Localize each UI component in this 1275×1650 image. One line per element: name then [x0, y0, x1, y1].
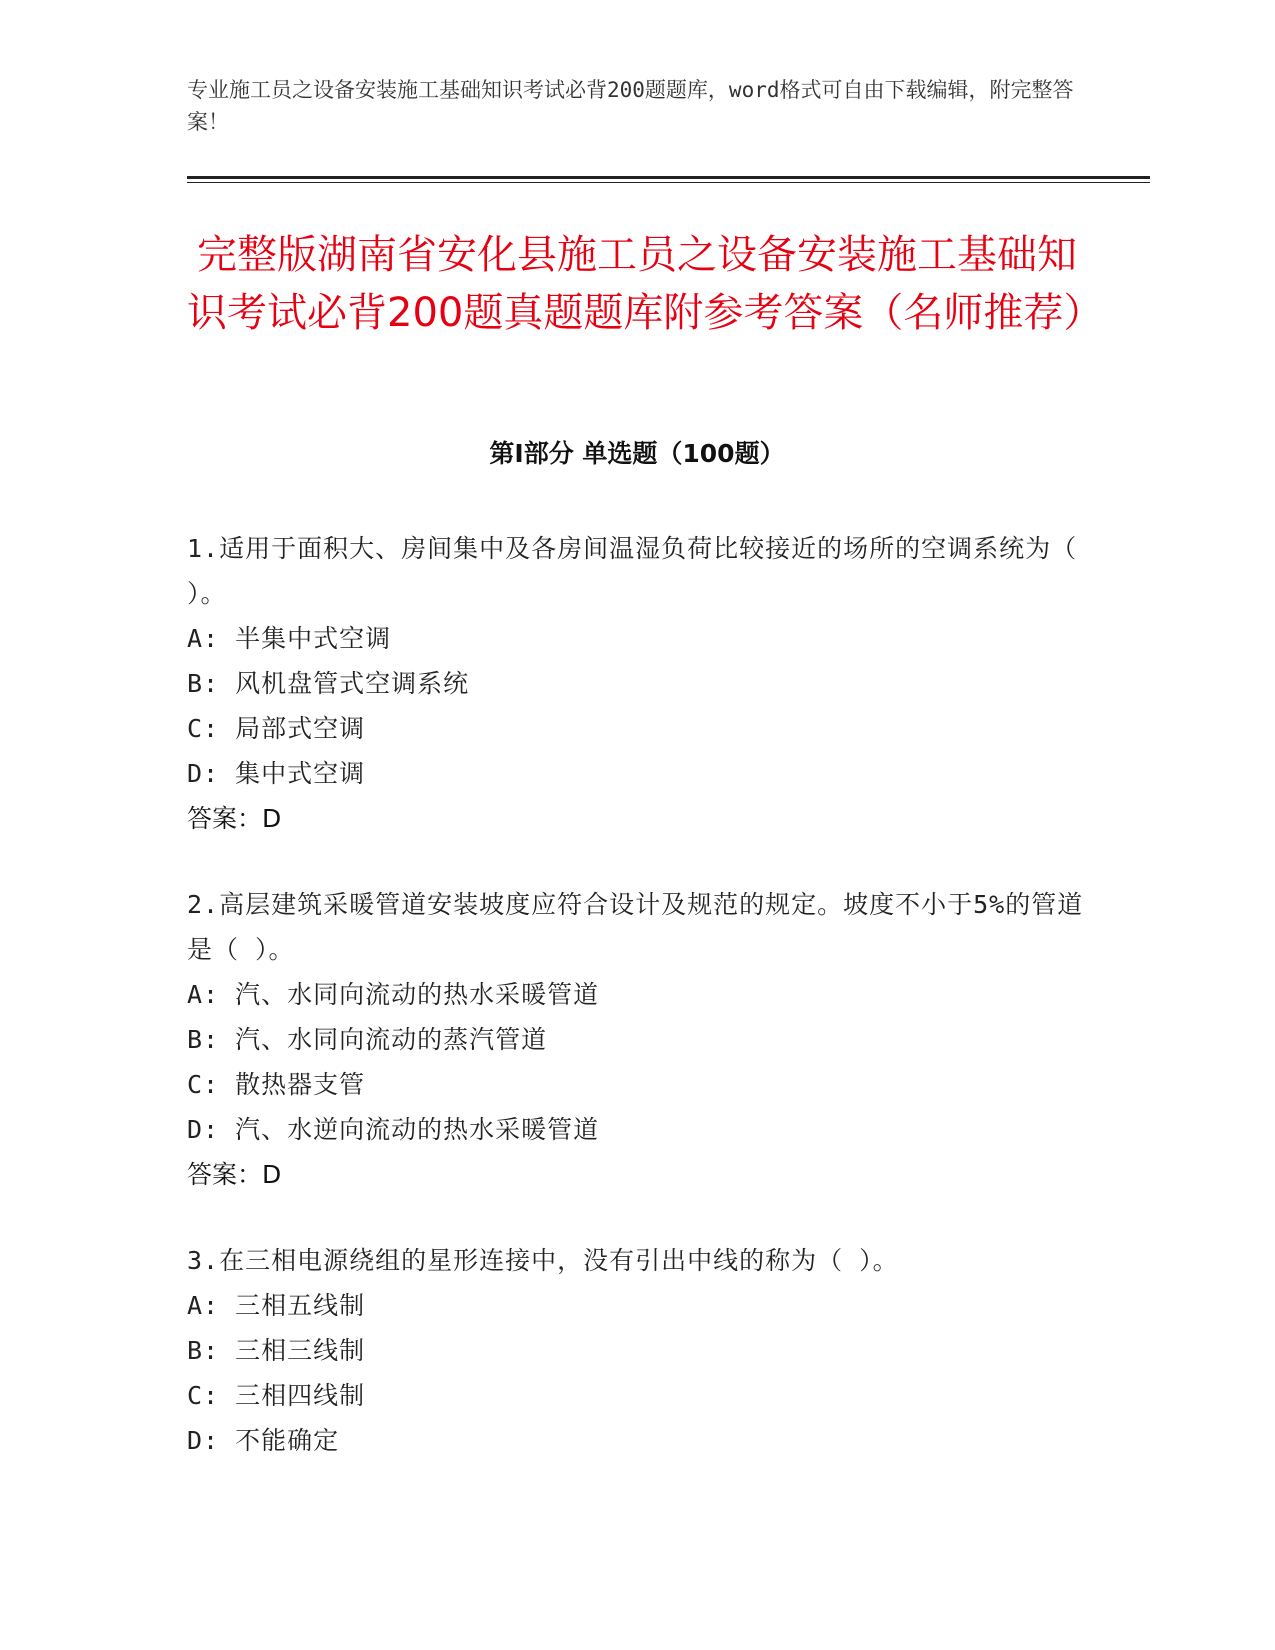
header-divider-thin — [187, 182, 1150, 183]
option-b: B: 风机盘管式空调系统 — [187, 669, 470, 698]
question-stem: 1.适用于面积大、房间集中及各房间温湿负荷比较接近的场所的空调系统为（ ）。 — [187, 534, 1078, 608]
header-note: 专业施工员之设备安装施工基础知识考试必背200题题库，word格式可自由下载编辑，附完整答案！ — [187, 78, 1074, 134]
option-b: B: 三相三线制 — [187, 1336, 366, 1365]
answer-text: 答案：D — [187, 1160, 282, 1189]
option-d: D: 汽、水逆向流动的热水采暖管道 — [187, 1115, 600, 1144]
document-title: 完整版湖南省安化县施工员之设备安装施工基础知识考试必背200题真题题库附参考答案（名师推荐） — [187, 232, 1104, 336]
option-a: A: 三相五线制 — [187, 1291, 366, 1320]
header-divider-thick — [187, 176, 1150, 179]
question-item-3 — [187, 1238, 1087, 1463]
answer-text: 答案：D — [187, 804, 282, 833]
option-c: C: 散热器支管 — [187, 1070, 366, 1099]
option-a: A: 半集中式空调 — [187, 624, 392, 653]
section-title: 第I部分 单选题（100题） — [489, 439, 785, 468]
question-stem: 3.在三相电源绕组的星形连接中，没有引出中线的称为（ ）。 — [187, 1246, 899, 1275]
option-a: A: 汽、水同向流动的热水采暖管道 — [187, 980, 600, 1009]
option-b: B: 汽、水同向流动的蒸汽管道 — [187, 1025, 548, 1054]
option-d: D: 集中式空调 — [187, 759, 366, 788]
question-list — [187, 526, 1087, 1504]
option-c: C: 三相四线制 — [187, 1381, 366, 1410]
question-item-2 — [187, 882, 1087, 1197]
option-c: C: 局部式空调 — [187, 714, 366, 743]
question-item-1 — [187, 526, 1087, 841]
question-stem: 2.高层建筑采暖管道安装坡度应符合设计及规范的规定。坡度不小于5%的管道是（ ）。 — [187, 890, 1084, 964]
option-d: D: 不能确定 — [187, 1426, 340, 1455]
